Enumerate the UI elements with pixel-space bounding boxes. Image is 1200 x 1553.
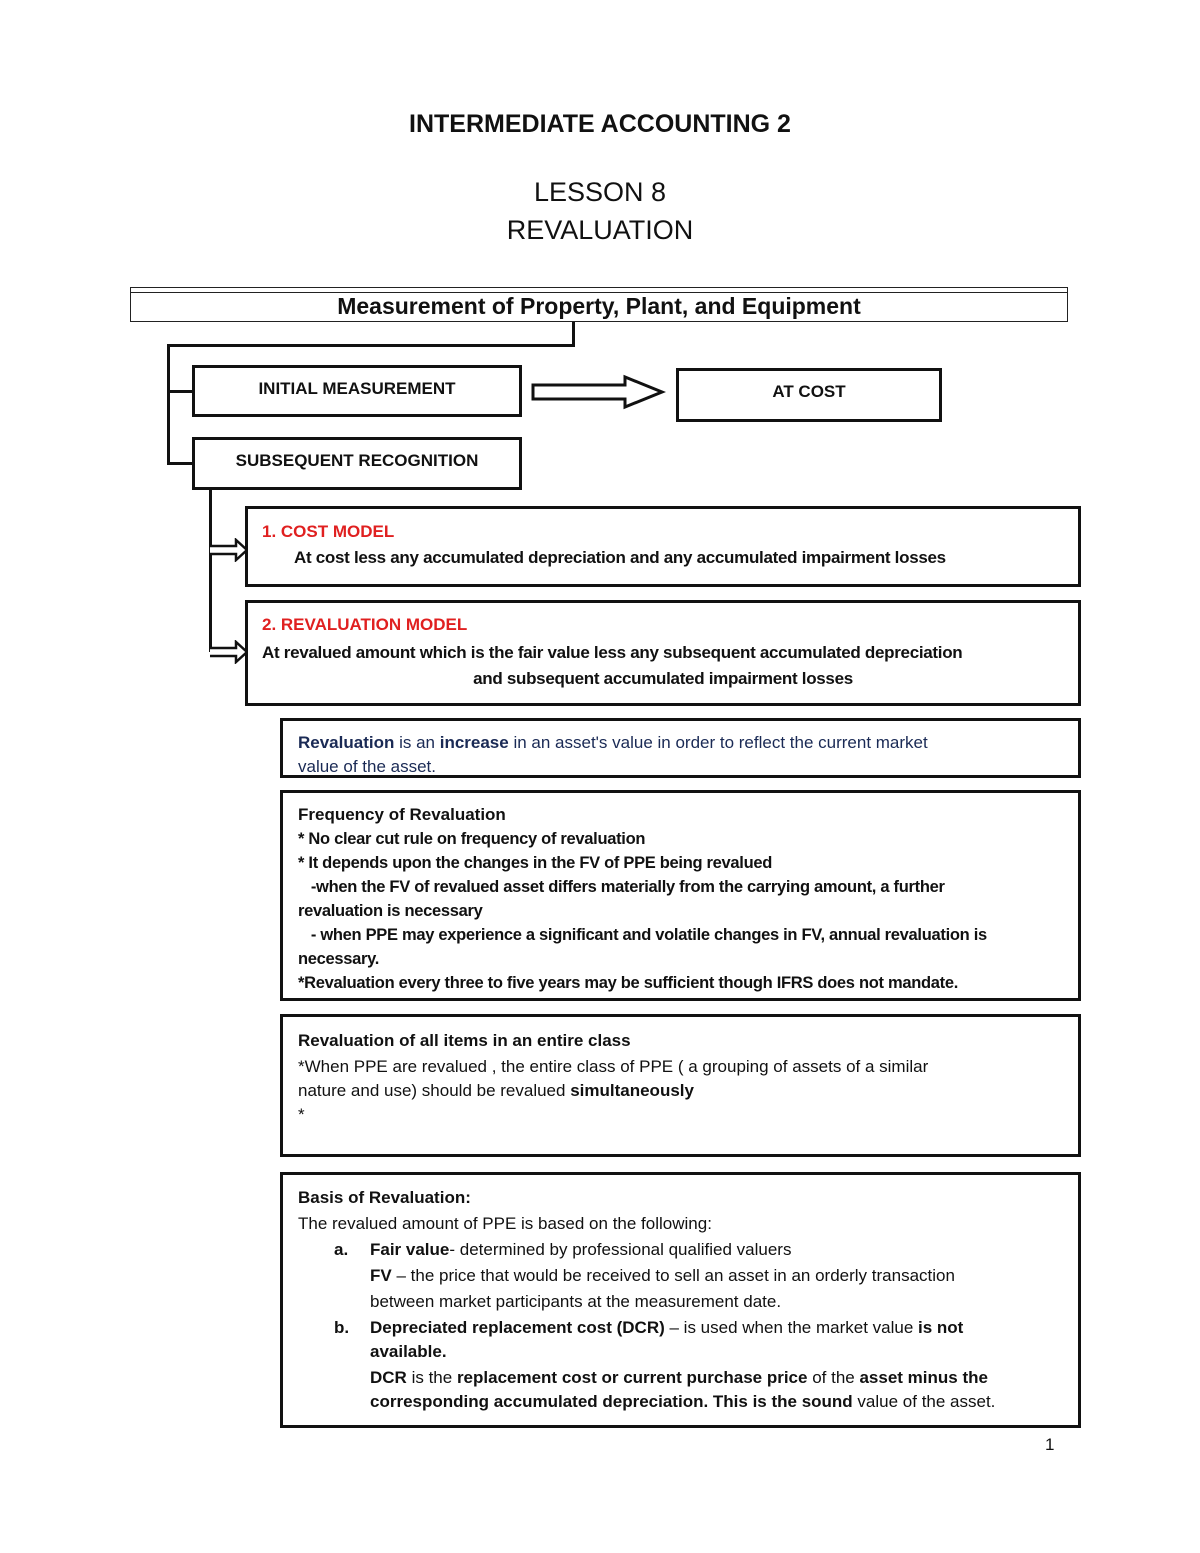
basis-dcr-def-mid: is the bbox=[406, 1368, 457, 1387]
basis-title: Basis of Revaluation: bbox=[298, 1188, 471, 1207]
revaluation-model-title: 2. REVALUATION MODEL bbox=[262, 615, 468, 634]
basis-dcr-def-line2: corresponding accumulated depreciation. This is the sound bbox=[370, 1392, 853, 1411]
basis-dcr-def-bold: replacement cost or current purchase price bbox=[456, 1368, 808, 1387]
frequency-line: necessary. bbox=[298, 950, 380, 968]
definition-increase: increase bbox=[439, 733, 509, 752]
connector-to-initial bbox=[167, 390, 194, 393]
basis-dcr-def-of: of the bbox=[807, 1368, 860, 1387]
basis-dcr-def-asset-minus: asset minus the bbox=[859, 1368, 988, 1387]
subsequent-recognition-box bbox=[192, 437, 522, 490]
entire-class-box bbox=[280, 1014, 1081, 1157]
cost-model-box bbox=[245, 506, 1081, 587]
frequency-line: -when the FV of revalued asset differs materially from the carrying amount, a further bbox=[298, 878, 945, 896]
lesson-topic: REVALUATION bbox=[506, 215, 694, 245]
basis-dcr-def-term: DCR bbox=[370, 1368, 407, 1387]
basis-intro: The revalued amount of PPE is based on the following: bbox=[298, 1214, 712, 1233]
connector-models-trunk bbox=[209, 490, 212, 652]
cost-model-title: 1. COST MODEL bbox=[262, 522, 395, 541]
entire-class-line3: * bbox=[298, 1105, 305, 1124]
entire-class-simultaneously: simultaneously bbox=[570, 1081, 694, 1100]
subsequent-recognition-label: SUBSEQUENT RECOGNITION bbox=[235, 451, 479, 470]
arrow-to-revaluation-model-icon bbox=[209, 640, 249, 664]
frequency-box bbox=[280, 790, 1081, 1001]
basis-box bbox=[280, 1172, 1081, 1428]
frequency-line: *Revaluation every three to five years may be sufficient though IFRS does not mandate. bbox=[298, 974, 959, 992]
frequency-line: * No clear cut rule on frequency of revaluation bbox=[298, 830, 646, 848]
entire-class-title: Revaluation of all items in an entire class bbox=[298, 1031, 631, 1050]
basis-fv-desc-line2: between market participants at the measurement date. bbox=[370, 1292, 782, 1311]
revaluation-definition-box bbox=[280, 718, 1081, 778]
cost-model-description: At cost less any accumulated depreciation and any accumulated impairment losses bbox=[294, 548, 946, 567]
revaluation-model-description-line2: and subsequent accumulated impairment losses bbox=[473, 669, 853, 688]
frequency-line: revaluation is necessary bbox=[298, 902, 483, 920]
definition-rest-line2: value of the asset. bbox=[298, 757, 436, 776]
basis-fair-value-term: Fair value bbox=[370, 1240, 450, 1259]
lesson-number: LESSON 8 bbox=[533, 177, 667, 207]
frequency-title: Frequency of Revaluation bbox=[298, 805, 506, 824]
definition-is-an: is an bbox=[394, 733, 440, 752]
page-number: 1 bbox=[1045, 1435, 1055, 1454]
basis-dcr-available: available. bbox=[370, 1342, 447, 1361]
arrow-to-cost-model-icon bbox=[209, 538, 249, 562]
basis-dcr-desc: – is used when the market value bbox=[664, 1318, 919, 1337]
basis-fair-value-desc: - determined by professional qualified valuers bbox=[449, 1240, 792, 1259]
basis-dcr-is-not: is not bbox=[918, 1318, 964, 1337]
basis-dcr-def-end: value of the asset. bbox=[852, 1392, 996, 1411]
definition-term: Revaluation bbox=[298, 733, 395, 752]
frequency-line: * It depends upon the changes in the FV of PPE being revalued bbox=[298, 854, 773, 872]
right-arrow-icon bbox=[530, 374, 666, 410]
definition-rest-line1: in an asset's value in order to reflect the current market bbox=[508, 733, 928, 752]
connector-to-subsequent bbox=[167, 462, 194, 465]
basis-dcr-term: Depreciated replacement cost (DCR) bbox=[370, 1318, 665, 1337]
entire-class-line2: nature and use) should be revalued bbox=[298, 1081, 571, 1100]
initial-measurement-label: INITIAL MEASUREMENT bbox=[258, 379, 456, 398]
basis-fv-desc: – the price that would be received to sell an asset in an orderly transaction bbox=[391, 1266, 955, 1285]
basis-item-b-marker: b. bbox=[334, 1318, 350, 1337]
initial-measurement-box bbox=[192, 365, 522, 417]
connector-trunk bbox=[167, 344, 170, 465]
basis-fv-term: FV bbox=[370, 1266, 392, 1285]
course-title: INTERMEDIATE ACCOUNTING 2 bbox=[409, 110, 791, 138]
root-measurement-label: Measurement of Property, Plant, and Equipment bbox=[337, 293, 861, 319]
root-measurement-box bbox=[130, 287, 1068, 322]
revaluation-model-box bbox=[245, 600, 1081, 706]
connector-horizontal-top bbox=[167, 344, 575, 347]
basis-item-a-marker: a. bbox=[334, 1240, 349, 1259]
frequency-line: - when PPE may experience a significant and volatile changes in FV, annual revaluation is bbox=[298, 926, 987, 944]
at-cost-box bbox=[676, 368, 942, 422]
at-cost-label: AT COST bbox=[772, 382, 846, 401]
revaluation-model-description-line1: At revalued amount which is the fair value less any subsequent accumulated depreciation bbox=[262, 643, 963, 662]
entire-class-line1: *When PPE are revalued , the entire class of PPE ( a grouping of assets of a similar bbox=[298, 1057, 929, 1076]
